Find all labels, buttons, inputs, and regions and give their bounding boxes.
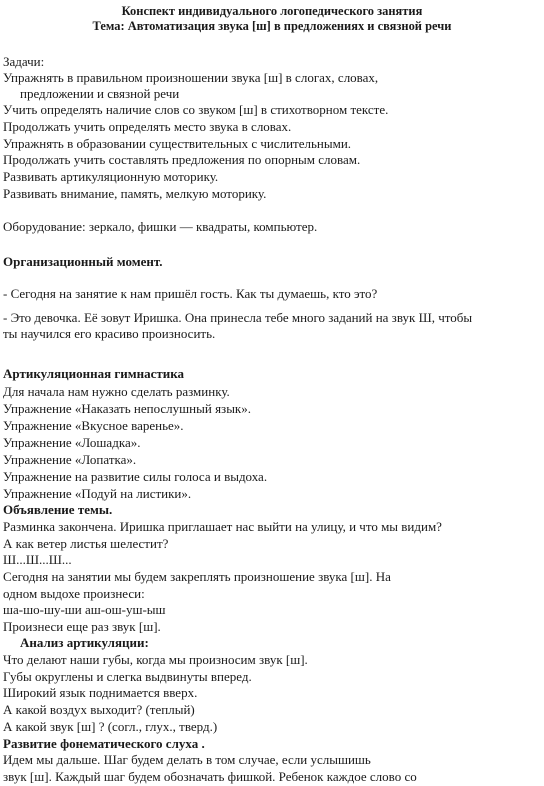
phonemic-line: Идем мы дальше. Шаг будем делать в том случае, если услышишь	[3, 752, 371, 767]
analysis-line: Широкий язык поднимается вверх.	[3, 685, 198, 700]
announce-line: Сегодня на занятии мы будем закреплять произношение звука [ш]. На	[3, 569, 391, 584]
org-paragraph: - Это девочка. Её зовут Иришка. Она принесла тебе много заданий на звук Ш, чтобы	[3, 310, 473, 325]
org-heading: Организационный момент.	[3, 254, 163, 269]
document-topic: Тема: Автоматизация звука [ш] в предложениях и связной речи	[92, 19, 452, 33]
task-line: Продолжать учить составлять предложения по опорным словам.	[3, 152, 361, 167]
artic-line: Упражнение «Лошадка».	[3, 435, 141, 450]
artic-line: Упражнение на развитие силы голоса и выдоха.	[3, 469, 268, 484]
artic-line: Упражнение «Вкусное варенье».	[3, 418, 184, 433]
announce-line: ша-шо-шу-ши аш-ош-уш-ыш	[3, 602, 166, 617]
announce-line: Произнеси еще раз звук [ш].	[3, 619, 161, 634]
task-line: Развивать артикуляционную моторику.	[3, 169, 219, 184]
artic-line: Для начала нам нужно сделать разминку.	[3, 384, 230, 399]
artic-line: Упражнение «Подуй на листики».	[3, 486, 192, 501]
task-line: Упражнять в образовании существительных с числительными.	[3, 136, 352, 151]
analysis-line: Что делают наши губы, когда мы произносим звук [ш].	[3, 652, 308, 667]
task-line: Упражнять в правильном произношении звука [ш] в слогах, словах,	[3, 70, 379, 85]
document-title: Конспект индивидуального логопедического занятия	[121, 4, 423, 18]
phonemic-line: звук [ш]. Каждый шаг будем обозначать фишкой. Ребенок каждое слово со	[3, 769, 417, 784]
task-line: Продолжать учить определять место звука в словах.	[3, 119, 292, 134]
artic-line: Упражнение «Лопатка».	[3, 452, 137, 467]
announce-line: одном выдохе произнеси:	[3, 586, 145, 601]
task-line: Развивать внимание, память, мелкую моторику.	[3, 186, 267, 201]
phonemic-heading: Развитие фонематического слуха .	[3, 736, 205, 751]
announce-heading: Объявление темы.	[3, 502, 113, 517]
artic-heading: Артикуляционная гимнастика	[3, 366, 185, 381]
announce-line: А как ветер листья шелестит?	[3, 536, 169, 551]
org-paragraph: - Сегодня на занятие к нам пришёл гость. Как ты думаешь, кто это?	[3, 286, 378, 301]
equipment-line: Оборудование: зеркало, фишки — квадраты, компьютер.	[3, 219, 318, 234]
tasks-heading: Задачи:	[3, 54, 45, 69]
analysis-line: А какой воздух выходит? (теплый)	[3, 702, 195, 717]
task-line: Учить определять наличие слов со звуком [ш] в стихотворном тексте.	[3, 102, 389, 117]
analysis-line: Губы округлены и слегка выдвинуты вперед.	[3, 669, 252, 684]
announce-line: Разминка закончена. Иришка приглашает нас выйти на улицу, и что мы видим?	[3, 519, 442, 534]
analysis-line: А какой звук [ш] ? (согл., глух., тверд.)	[3, 719, 218, 734]
announce-line: Ш...Ш...Ш...	[3, 552, 72, 567]
analysis-heading: Анализ артикуляции:	[20, 635, 149, 650]
task-line: предложении и связной речи	[20, 86, 180, 101]
artic-line: Упражнение «Наказать непослушный язык».	[3, 401, 251, 416]
org-paragraph: ты научился его красиво произносить.	[3, 326, 216, 341]
